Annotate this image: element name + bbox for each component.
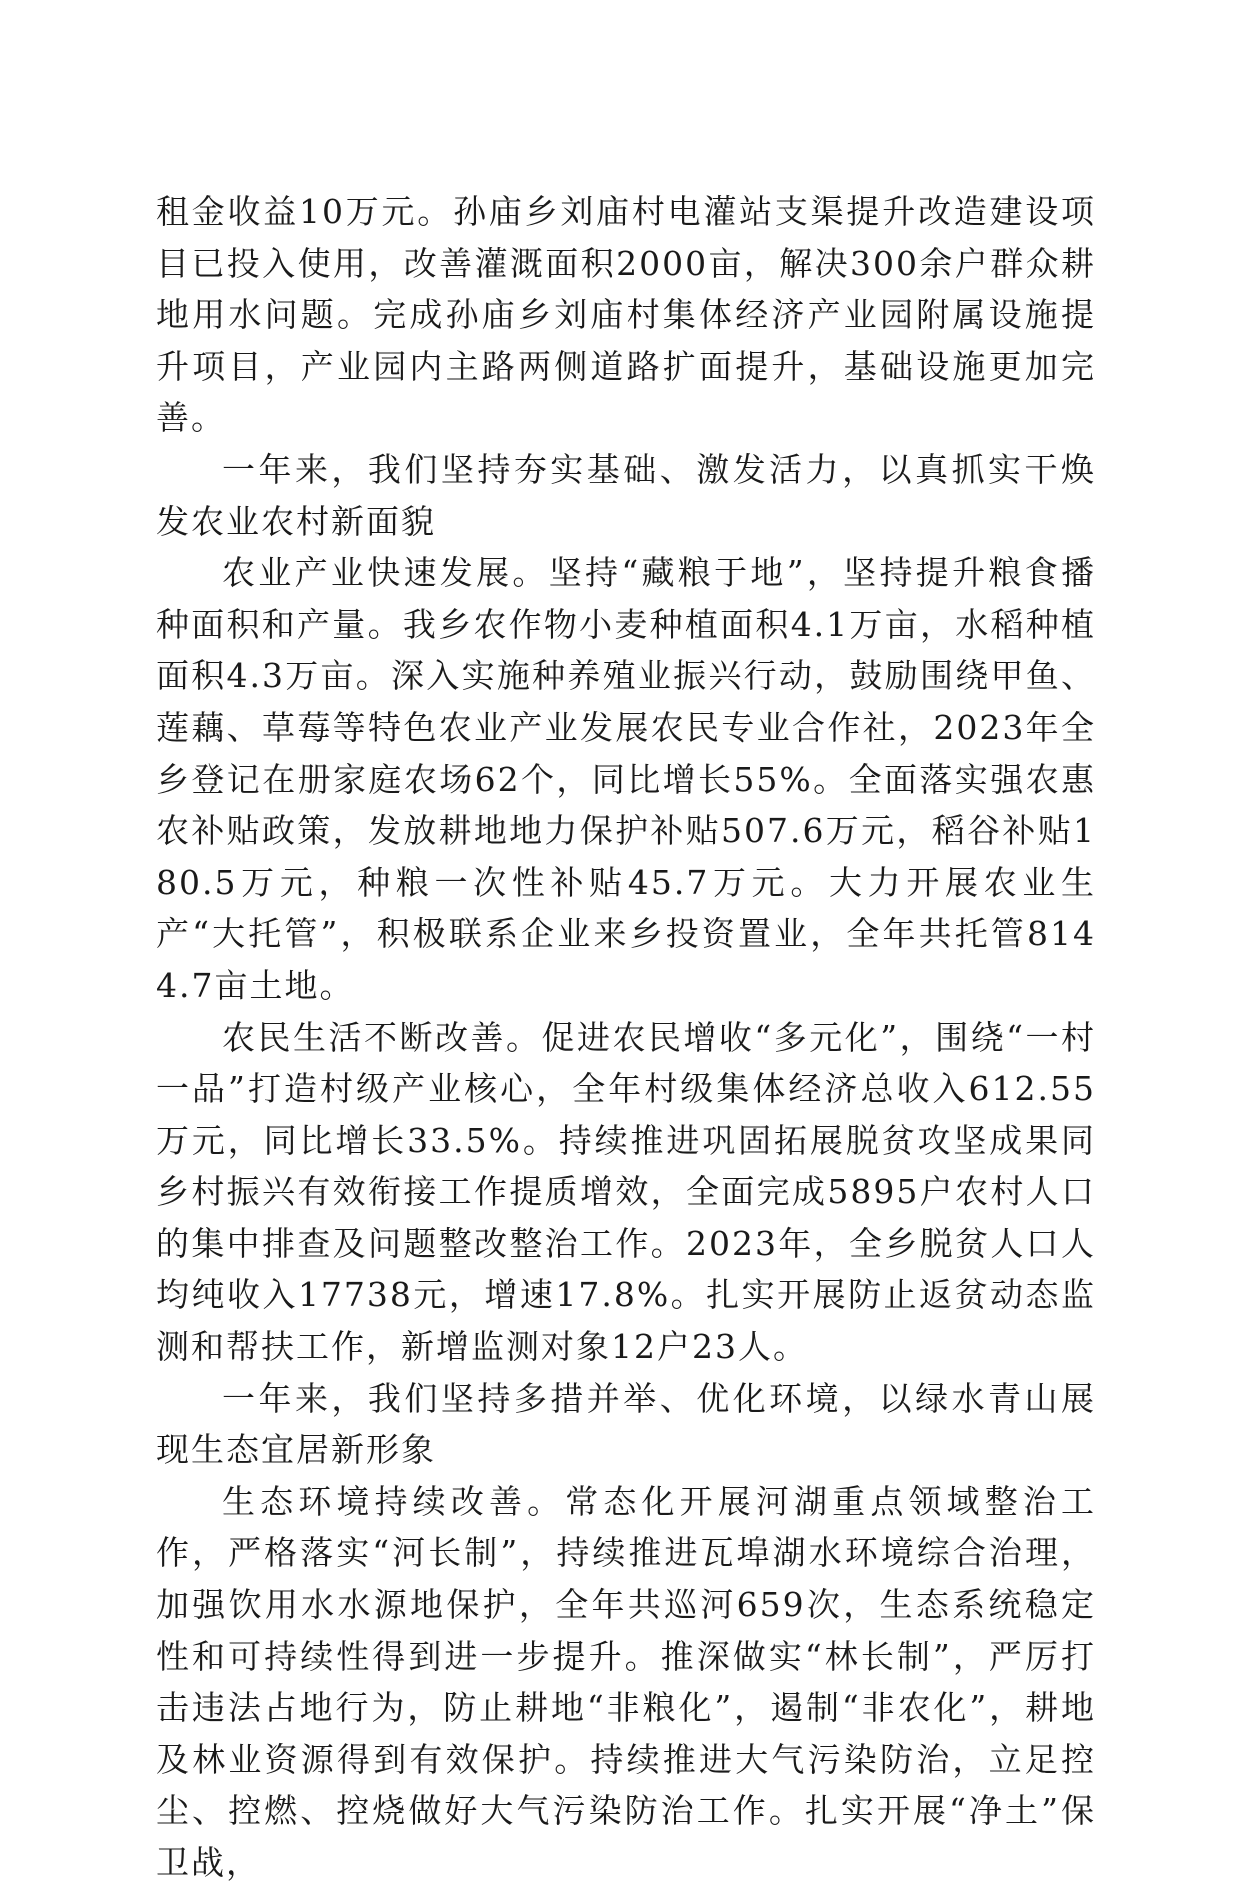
- paragraph-infrastructure: 租金收益10万元。孙庙乡刘庙村电灌站支渠提升改造建设项目已投入使用，改善灌溉面积2000亩，解决300余户群众耕地用水问题。完成孙庙乡刘庙村集体经济产业园附属设施提升项目，产业园内主路两侧道路扩面提升，基础设施更加完善。: [156, 192, 1096, 438]
- heading-agriculture: 一年来，我们坚持夯实基础、激发活力，以真抓实干焕发农业农村新面貌: [156, 449, 1096, 541]
- paragraph-ecology: 生态环境持续改善。常态化开展河湖重点领域整治工作，严格落实“河长制”，持续推进瓦埠湖水环境综合治理，加强饮用水水源地保护，全年共巡河659次，生态系统稳定性和可持续性得到进一步提升。推深做实“林长制”，严厉打击违法占地行为，防止耕地“非粮化”，遏制“非农化”，耕地及林业资源得到有效保护。持续推进大气污染防治，立足控尘、控燃、控烧做好大气污染防治工作。扎实开展“净土”保卫战，: [156, 1481, 1096, 1882]
- paragraph-farmer-livelihood: 农民生活不断改善。促进农民增收“多元化”，围绕“一村一品”打造村级产业核心，全年村级集体经济总收入612.55万元，同比增长33.5%。持续推进巩固拓展脱贫攻坚成果同乡村振兴有效衔接工作提质增效，全面完成5895户农村人口的集中排查及问题整改整治工作。2023年，全乡脱贫人口人均纯收入17738元，增速17.8%。扎实开展防止返贫动态监测和帮扶工作，新增监测对象12户23人。: [156, 1017, 1096, 1367]
- heading-ecology: 一年来，我们坚持多措并举、优化环境，以绿水青山展现生态宜居新形象: [156, 1378, 1096, 1470]
- document-page: [156, 186, 1096, 1889]
- paragraph-agriculture-industry: 农业产业快速发展。坚持“藏粮于地”，坚持提升粮食播种面积和产量。我乡农作物小麦种植面积4.1万亩，水稻种植面积4.3万亩。深入实施种养殖业振兴行动，鼓励围绕甲鱼、莲藕、草莓等特色农业产业发展农民专业合作社，2023年全乡登记在册家庭农场62个，同比增长55%。全面落实强农惠农补贴政策，发放耕地地力保护补贴507.6万元，稻谷补贴180.5万元，种粮一次性补贴45.7万元。大力开展农业生产“大托管”，积极联系企业来乡投资置业，全年共托管8144.7亩土地。: [156, 553, 1096, 1005]
